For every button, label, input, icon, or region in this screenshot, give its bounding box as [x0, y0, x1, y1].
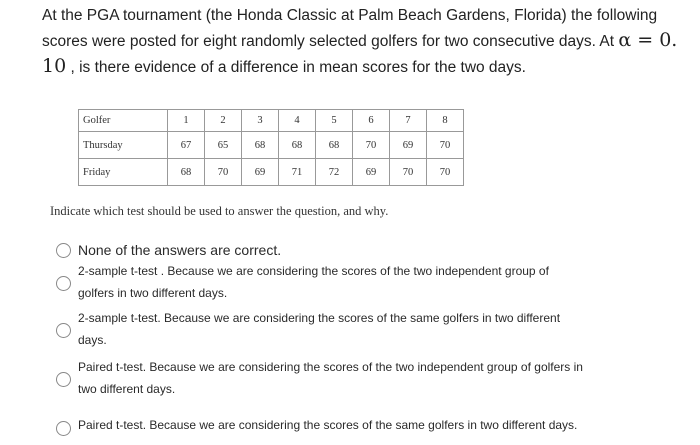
score-cell: 70 [427, 159, 464, 186]
option-line: two different days. [78, 382, 176, 396]
golfer-number: 4 [279, 110, 316, 132]
table-row [79, 159, 464, 186]
option-line: days. [78, 333, 107, 347]
score-cell: 69 [353, 159, 390, 186]
option-line: 2-sample t-test . Because we are considering the scores of the two independent group of [78, 264, 549, 278]
score-cell: 70 [390, 159, 427, 186]
golfer-number: 8 [427, 110, 464, 132]
score-cell: 68 [168, 159, 205, 186]
score-cell: 70 [353, 132, 390, 159]
option-label [78, 260, 549, 304]
answer-option-2sample-same[interactable] [56, 307, 560, 351]
option-line: golfers in two different days. [78, 286, 228, 300]
score-cell: 68 [279, 132, 316, 159]
score-cell: 68 [316, 132, 353, 159]
option-line: None of the answers are correct. [78, 242, 282, 258]
golfer-number: 3 [242, 110, 279, 132]
radio-button[interactable] [56, 276, 71, 291]
table-row [79, 132, 464, 159]
instruction-text: Indicate which test should be used to answer the question, and why. [50, 204, 389, 218]
option-label [78, 239, 281, 261]
answer-option-none[interactable] [56, 239, 281, 261]
answer-option-2sample-independent[interactable] [56, 260, 549, 304]
row-label-thursday: Thursday [79, 132, 168, 159]
option-line: Paired t-test. Because we are considering the scores of the same golfers in two different days. [78, 418, 578, 432]
golfer-number: 1 [168, 110, 205, 132]
score-cell: 72 [316, 159, 353, 186]
score-cell: 69 [390, 132, 427, 159]
radio-button[interactable] [56, 372, 71, 387]
row-label-friday: Friday [79, 159, 168, 186]
radio-button[interactable] [56, 421, 71, 436]
score-cell: 69 [242, 159, 279, 186]
golfer-number: 5 [316, 110, 353, 132]
radio-button[interactable] [56, 243, 71, 258]
golfer-number: 7 [390, 110, 427, 132]
option-label [78, 307, 560, 351]
alpha-expression: α = 0. 10 [42, 29, 678, 77]
scores-table-container [78, 109, 464, 186]
question-text-after: , is there evidence of a difference in mean scores for the two days. [66, 59, 526, 76]
table-header-row [79, 110, 464, 132]
score-cell: 65 [205, 132, 242, 159]
option-label [78, 414, 577, 436]
scores-table [78, 109, 464, 186]
score-cell: 71 [279, 159, 316, 186]
score-cell: 67 [168, 132, 205, 159]
radio-button[interactable] [56, 323, 71, 338]
score-cell: 70 [205, 159, 242, 186]
golfer-header: Golfer [79, 110, 168, 132]
golfer-number: 2 [205, 110, 242, 132]
answer-option-paired-same[interactable] [56, 407, 577, 436]
answer-option-paired-independent[interactable] [56, 356, 583, 400]
option-line: Paired t-test. Because we are considering the scores of the two independent group of golfers in [78, 360, 583, 374]
question-text-before: At the PGA tournament (the Honda Classic at Palm Beach Gardens, Florida) the following scores were posted for eight randomly selected golfers for two consecutive days. At [42, 7, 658, 50]
option-line: 2-sample t-test. Because we are considering the scores of the same golfers in two different [78, 311, 561, 325]
golfer-number: 6 [353, 110, 390, 132]
question-text [42, 4, 682, 80]
option-label [78, 356, 583, 400]
score-cell: 70 [427, 132, 464, 159]
score-cell: 68 [242, 132, 279, 159]
